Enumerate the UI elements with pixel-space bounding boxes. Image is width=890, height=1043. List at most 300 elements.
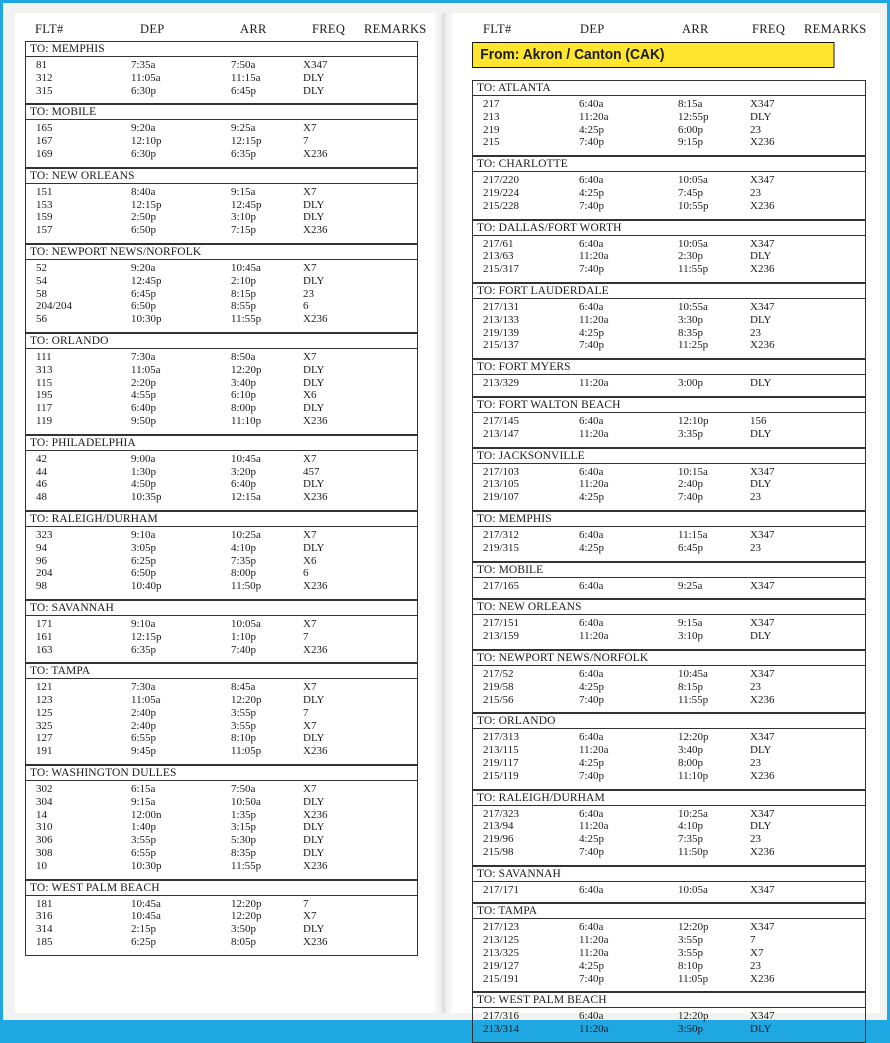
- flight-row: [473, 529, 865, 542]
- destination-title: TO: MEMPHIS: [26, 41, 417, 57]
- flight-row: [26, 542, 417, 555]
- flight-arr: 11:55p: [678, 693, 709, 706]
- destination-title: TO: NEW ORLEANS: [26, 168, 417, 184]
- flight-flt: 42: [36, 452, 47, 465]
- flight-row: [26, 364, 417, 377]
- flight-freq: DLY: [303, 198, 325, 211]
- flight-flt: 213/159: [483, 630, 520, 643]
- flight-arr: 3:40p: [678, 744, 704, 757]
- route-section: [472, 359, 866, 397]
- flight-dep: 9:50p: [131, 414, 157, 427]
- flight-arr: 12:20p: [231, 910, 262, 923]
- flight-freq: X7: [303, 783, 317, 796]
- flight-row: [473, 846, 865, 859]
- flight-row: [26, 707, 417, 720]
- flight-row: [26, 389, 417, 402]
- flight-arr: 6:35p: [231, 147, 257, 160]
- flight-row: [26, 898, 417, 911]
- flight-flt: 217/123: [483, 921, 520, 934]
- flight-freq: X347: [750, 883, 775, 896]
- flight-dep: 12:45p: [131, 274, 162, 287]
- flight-freq: DLY: [303, 847, 325, 860]
- flight-list: [473, 882, 865, 903]
- flight-dep: 4:25p: [579, 959, 605, 972]
- flight-row: [26, 860, 417, 873]
- flight-row: [26, 644, 417, 657]
- destination-title: TO: MEMPHIS: [473, 511, 865, 527]
- flight-freq: DLY: [303, 694, 325, 707]
- flight-flt: 157: [36, 224, 53, 237]
- flight-list: [26, 616, 417, 662]
- header-freq: FREQ: [752, 22, 786, 36]
- flight-freq: DLY: [303, 402, 325, 415]
- flight-row: [473, 428, 865, 441]
- flight-flt: 217/131: [483, 300, 520, 313]
- flight-arr: 3:10p: [678, 630, 704, 643]
- flight-dep: 4:50p: [131, 478, 157, 491]
- destination-title: TO: DALLAS/FORT WORTH: [473, 220, 865, 236]
- flight-dep: 6:25p: [131, 936, 157, 949]
- flight-arr: 9:15p: [678, 136, 704, 149]
- flight-row: [26, 211, 417, 224]
- destination-title: TO: ORLANDO: [473, 713, 865, 729]
- flight-arr: 6:45p: [231, 84, 257, 97]
- flight-row: [26, 351, 417, 364]
- flight-freq: 7: [303, 630, 309, 643]
- flight-dep: 6:55p: [131, 847, 157, 860]
- flight-dep: 6:40a: [579, 1010, 604, 1023]
- flight-freq: 23: [750, 959, 761, 972]
- flight-arr: 2:40p: [678, 478, 704, 491]
- destination-title: TO: FORT LAUDERDALE: [473, 283, 865, 299]
- flight-list: [473, 299, 865, 358]
- flight-row: [473, 250, 865, 263]
- flight-freq: DLY: [750, 250, 772, 263]
- flight-flt: 96: [36, 554, 47, 567]
- flight-arr: 10:45a: [231, 452, 261, 465]
- flight-freq: X347: [750, 921, 775, 934]
- flight-list: [473, 806, 865, 865]
- flight-row: [473, 1010, 865, 1023]
- flight-freq: X236: [303, 745, 328, 758]
- flight-dep: 11:05a: [131, 694, 161, 707]
- flight-row: [26, 631, 417, 644]
- flight-arr: 3:20p: [231, 465, 257, 478]
- flight-flt: 204: [36, 567, 53, 580]
- flight-freq: X347: [750, 667, 775, 680]
- route-section: [25, 765, 418, 880]
- flight-flt: 54: [36, 274, 47, 287]
- flight-row: [26, 275, 417, 288]
- flight-dep: 10:30p: [131, 859, 162, 872]
- flight-arr: 6:10p: [231, 389, 257, 402]
- flight-dep: 6:30p: [131, 84, 157, 97]
- flight-freq: DLY: [303, 821, 325, 834]
- flight-row: [473, 187, 865, 200]
- flight-arr: 3:00p: [678, 377, 704, 390]
- flight-row: [26, 529, 417, 542]
- scan-frame: [3, 3, 887, 1036]
- destination-title: TO: WEST PALM BEACH: [473, 992, 865, 1008]
- flight-freq: DLY: [750, 478, 772, 491]
- flight-row: [26, 478, 417, 491]
- flight-freq: DLY: [303, 478, 325, 491]
- flight-row: [473, 681, 865, 694]
- flight-list: [473, 729, 865, 788]
- flight-dep: 6:35p: [131, 643, 157, 656]
- flight-arr: 1:10p: [231, 630, 257, 643]
- route-section: [472, 903, 866, 992]
- flight-flt: 219/96: [483, 833, 514, 846]
- flight-freq: DLY: [303, 795, 325, 808]
- flight-dep: 7:30a: [131, 350, 156, 363]
- flight-flt: 313: [36, 363, 53, 376]
- flight-row: [26, 453, 417, 466]
- flight-freq: X236: [750, 339, 775, 352]
- right-page: [454, 13, 880, 1036]
- flight-flt: 165: [36, 122, 53, 135]
- flight-dep: 9:15a: [131, 795, 156, 808]
- route-section: [472, 599, 866, 650]
- flight-freq: 23: [750, 326, 761, 339]
- flight-row: [26, 59, 417, 72]
- flight-freq: DLY: [750, 377, 772, 390]
- flight-dep: 11:20a: [579, 250, 609, 263]
- flight-list: [26, 527, 417, 599]
- flight-dep: 12:15p: [131, 198, 162, 211]
- flight-dep: 7:35a: [131, 59, 156, 71]
- flight-dep: 7:40p: [579, 693, 605, 706]
- flight-freq: DLY: [303, 363, 325, 376]
- header-freq: FREQ: [312, 22, 346, 36]
- flight-freq: X236: [303, 414, 328, 427]
- flight-arr: 7:50a: [231, 783, 256, 796]
- flight-arr: 8:00p: [678, 756, 704, 769]
- flight-freq: X347: [750, 465, 775, 478]
- flight-list: [26, 781, 417, 879]
- flight-flt: 215/317: [483, 263, 520, 276]
- flight-row: [26, 809, 417, 822]
- header-flt: FLT#: [483, 22, 512, 36]
- flight-dep: 4:25p: [579, 833, 605, 846]
- flight-freq: 23: [750, 541, 761, 554]
- destination-title: TO: CHARLOTTE: [473, 156, 865, 172]
- flight-arr: 10:05a: [678, 237, 708, 250]
- flight-dep: 7:40p: [579, 769, 605, 782]
- flight-row: [26, 732, 417, 745]
- route-section: [472, 650, 866, 713]
- flight-dep: 10:40p: [131, 580, 162, 593]
- flight-dep: 7:40p: [579, 845, 605, 858]
- flight-flt: 98: [36, 580, 47, 593]
- flight-arr: 11:05p: [678, 972, 709, 985]
- flight-dep: 6:40a: [579, 579, 604, 592]
- flight-flt: 215/119: [483, 769, 519, 782]
- flight-flt: 115: [36, 376, 53, 389]
- flight-flt: 215/191: [483, 972, 520, 985]
- flight-flt: 217/313: [483, 731, 520, 744]
- flight-arr: 11:10p: [678, 769, 709, 782]
- flight-row: [473, 580, 865, 593]
- flight-arr: 8:10p: [678, 959, 704, 972]
- flight-arr: 10:05a: [678, 883, 708, 896]
- flight-row: [26, 262, 417, 275]
- flight-flt: 119: [36, 414, 53, 427]
- flight-freq: DLY: [303, 923, 325, 936]
- flight-flt: 217/52: [483, 667, 514, 680]
- flight-arr: 11:15a: [678, 528, 708, 541]
- flight-dep: 10:45a: [131, 897, 161, 910]
- flight-arr: 10:55a: [678, 300, 708, 313]
- flight-flt: 213/115: [483, 744, 519, 757]
- flight-flt: 323: [36, 528, 53, 541]
- flight-dep: 6:40a: [579, 414, 604, 427]
- flight-dep: 6:45p: [131, 287, 157, 300]
- flight-arr: 10:05a: [231, 617, 261, 630]
- destination-title: TO: JACKSONVILLE: [473, 448, 865, 464]
- destination-title: TO: FORT MYERS: [473, 359, 865, 375]
- flight-freq: 7: [303, 135, 309, 148]
- flight-row: [26, 199, 417, 212]
- flight-dep: 2:40p: [131, 706, 157, 719]
- flight-row: [473, 694, 865, 707]
- flight-dep: 6:40a: [579, 807, 604, 820]
- flight-flt: 151: [36, 185, 53, 198]
- flight-row: [473, 833, 865, 846]
- flight-row: [473, 1023, 865, 1036]
- flight-row: [473, 98, 865, 111]
- destination-title: TO: MOBILE: [26, 104, 417, 120]
- flight-row: [26, 796, 417, 809]
- flight-dep: 11:05a: [131, 71, 161, 84]
- flight-row: [473, 111, 865, 124]
- flight-dep: 6:40a: [579, 883, 604, 896]
- flight-arr: 10:55p: [678, 199, 709, 212]
- destination-title: TO: WEST PALM BEACH: [26, 880, 417, 896]
- flight-flt: 213/147: [483, 427, 520, 440]
- destination-title: TO: ORLANDO: [26, 333, 417, 349]
- flight-flt: 215/98: [483, 845, 514, 858]
- flight-list: [26, 57, 417, 103]
- flight-row: [473, 960, 865, 973]
- flight-freq: X347: [750, 617, 775, 630]
- flight-dep: 6:40p: [131, 402, 157, 415]
- flight-arr: 10:25a: [678, 807, 708, 820]
- flight-flt: 181: [36, 897, 53, 910]
- flight-freq: X7: [303, 681, 317, 694]
- flight-arr: 3:40p: [231, 376, 257, 389]
- flight-dep: 11:20a: [579, 110, 609, 123]
- flight-dep: 6:40a: [579, 465, 604, 478]
- flight-arr: 9:15a: [231, 185, 256, 198]
- flight-flt: 10: [36, 859, 47, 872]
- destination-title: TO: RALEIGH/DURHAM: [473, 790, 865, 806]
- flight-arr: 12:15p: [231, 135, 262, 148]
- flight-row: [26, 135, 417, 148]
- flight-flt: 302: [36, 783, 53, 796]
- flight-list: [26, 349, 417, 434]
- flight-row: [26, 72, 417, 85]
- flight-arr: 11:05p: [231, 745, 262, 758]
- flight-row: [473, 327, 865, 340]
- flight-freq: X7: [303, 185, 317, 198]
- flight-row: [26, 694, 417, 707]
- route-section: [25, 244, 418, 333]
- flight-arr: 3:35p: [678, 427, 704, 440]
- flight-flt: 213/105: [483, 478, 520, 491]
- flight-row: [473, 630, 865, 643]
- route-section: [25, 104, 418, 167]
- flight-flt: 111: [36, 350, 52, 363]
- flight-row: [473, 884, 865, 897]
- flight-flt: 121: [36, 681, 53, 694]
- flight-dep: 11:20a: [579, 377, 609, 390]
- flight-flt: 213: [483, 110, 500, 123]
- flight-arr: 12:20p: [231, 897, 262, 910]
- flight-flt: 167: [36, 135, 53, 148]
- flight-row: [473, 478, 865, 491]
- flight-dep: 6:55p: [131, 732, 157, 745]
- flight-freq: 23: [750, 833, 761, 846]
- route-section: [472, 992, 866, 1043]
- flight-freq: X7: [303, 617, 317, 630]
- flight-arr: 3:55p: [231, 706, 257, 719]
- flight-flt: 219/139: [483, 326, 520, 339]
- destination-title: TO: MOBILE: [473, 562, 865, 578]
- flight-flt: 217/220: [483, 174, 520, 187]
- flight-freq: X236: [303, 313, 328, 326]
- route-section: [472, 156, 866, 219]
- flight-freq: DLY: [750, 1023, 772, 1036]
- flight-freq: DLY: [303, 376, 325, 389]
- flight-row: [473, 808, 865, 821]
- flight-dep: 4:25p: [579, 326, 605, 339]
- flight-arr: 8:35p: [678, 326, 704, 339]
- flight-dep: 11:20a: [579, 934, 609, 947]
- flight-arr: 1:35p: [231, 808, 257, 821]
- flight-flt: 215: [483, 136, 500, 149]
- flight-dep: 6:40a: [579, 667, 604, 680]
- flight-freq: X347: [750, 174, 775, 187]
- destination-title: TO: FORT WALTON BEACH: [473, 397, 865, 413]
- flight-dep: 4:55p: [131, 389, 157, 402]
- flight-freq: DLY: [303, 732, 325, 745]
- flight-arr: 12:55p: [678, 110, 709, 123]
- destination-title: TO: SAVANNAH: [26, 600, 417, 616]
- flight-arr: 8:00p: [231, 567, 257, 580]
- flight-arr: 8:15a: [678, 98, 703, 110]
- flight-dep: 6:50p: [131, 224, 157, 237]
- flight-row: [473, 744, 865, 757]
- flight-row: [473, 301, 865, 314]
- flight-flt: 161: [36, 630, 53, 643]
- flight-row: [473, 921, 865, 934]
- flight-row: [26, 834, 417, 847]
- flight-arr: 10:45a: [678, 667, 708, 680]
- flight-flt: 213/63: [483, 250, 514, 263]
- destination-title: TO: PHILADELPHIA: [26, 435, 417, 451]
- flight-list: [473, 615, 865, 649]
- left-schedule: [25, 41, 418, 956]
- flight-freq: X7: [303, 350, 317, 363]
- flight-freq: X236: [750, 769, 775, 782]
- flight-flt: 171: [36, 617, 53, 630]
- flight-arr: 3:10p: [231, 211, 257, 224]
- flight-freq: X7: [750, 947, 764, 960]
- flight-dep: 4:25p: [579, 491, 605, 504]
- destination-title: TO: TAMPA: [473, 903, 865, 919]
- flight-flt: 217/316: [483, 1010, 520, 1023]
- header-remarks: REMARKS: [804, 22, 867, 36]
- flight-freq: X347: [750, 807, 775, 820]
- flight-freq: 23: [750, 186, 761, 199]
- route-section: [472, 80, 866, 156]
- flight-flt: 213/133: [483, 313, 520, 326]
- flight-row: [26, 936, 417, 949]
- flight-dep: 6:50p: [131, 567, 157, 580]
- flight-flt: 219/127: [483, 959, 520, 972]
- flight-arr: 7:15p: [231, 224, 257, 237]
- destination-title: TO: TAMPA: [26, 663, 417, 679]
- flight-list: [473, 413, 865, 447]
- flight-dep: 1:30p: [131, 465, 157, 478]
- flight-flt: 217/165: [483, 579, 520, 592]
- flight-arr: 4:10p: [231, 541, 257, 554]
- flight-arr: 7:35p: [678, 833, 704, 846]
- flight-arr: 4:10p: [678, 820, 704, 833]
- route-section: [25, 511, 418, 600]
- flight-arr: 6:00p: [678, 123, 704, 136]
- flight-flt: 191: [36, 745, 53, 758]
- flight-dep: 9:10a: [131, 617, 156, 630]
- flight-freq: 23: [750, 680, 761, 693]
- flight-flt: 46: [36, 478, 47, 491]
- flight-freq: 23: [303, 287, 314, 300]
- flight-row: [473, 314, 865, 327]
- flight-row: [473, 124, 865, 137]
- flight-dep: 6:15a: [131, 783, 156, 796]
- flight-arr: 11:55p: [678, 263, 709, 276]
- flight-row: [473, 542, 865, 555]
- destination-title: TO: NEWPORT NEWS/NORFOLK: [473, 650, 865, 666]
- flight-dep: 9:45p: [131, 745, 157, 758]
- flight-flt: 219/117: [483, 756, 519, 769]
- flight-row: [473, 200, 865, 213]
- flight-dep: 6:40a: [579, 98, 604, 110]
- flight-flt: 213/329: [483, 377, 520, 390]
- flight-dep: 4:25p: [579, 186, 605, 199]
- route-section: [25, 41, 418, 104]
- flight-dep: 9:00a: [131, 452, 156, 465]
- flight-row: [26, 910, 417, 923]
- flight-list: [473, 172, 865, 218]
- flight-row: [473, 668, 865, 681]
- flight-arr: 11:10p: [231, 414, 262, 427]
- flight-flt: 308: [36, 847, 53, 860]
- flight-flt: 215/56: [483, 693, 514, 706]
- flight-dep: 7:40p: [579, 339, 605, 352]
- flight-freq: 23: [750, 123, 761, 136]
- flight-dep: 11:20a: [579, 1023, 609, 1036]
- flight-list: [473, 375, 865, 396]
- flight-arr: 8:45a: [231, 681, 256, 694]
- route-section: [472, 562, 866, 600]
- flight-dep: 11:20a: [579, 478, 609, 491]
- flight-dep: 6:40a: [579, 237, 604, 250]
- flight-flt: 127: [36, 732, 53, 745]
- flight-arr: 11:55p: [231, 313, 262, 326]
- flight-arr: 11:55p: [231, 859, 262, 872]
